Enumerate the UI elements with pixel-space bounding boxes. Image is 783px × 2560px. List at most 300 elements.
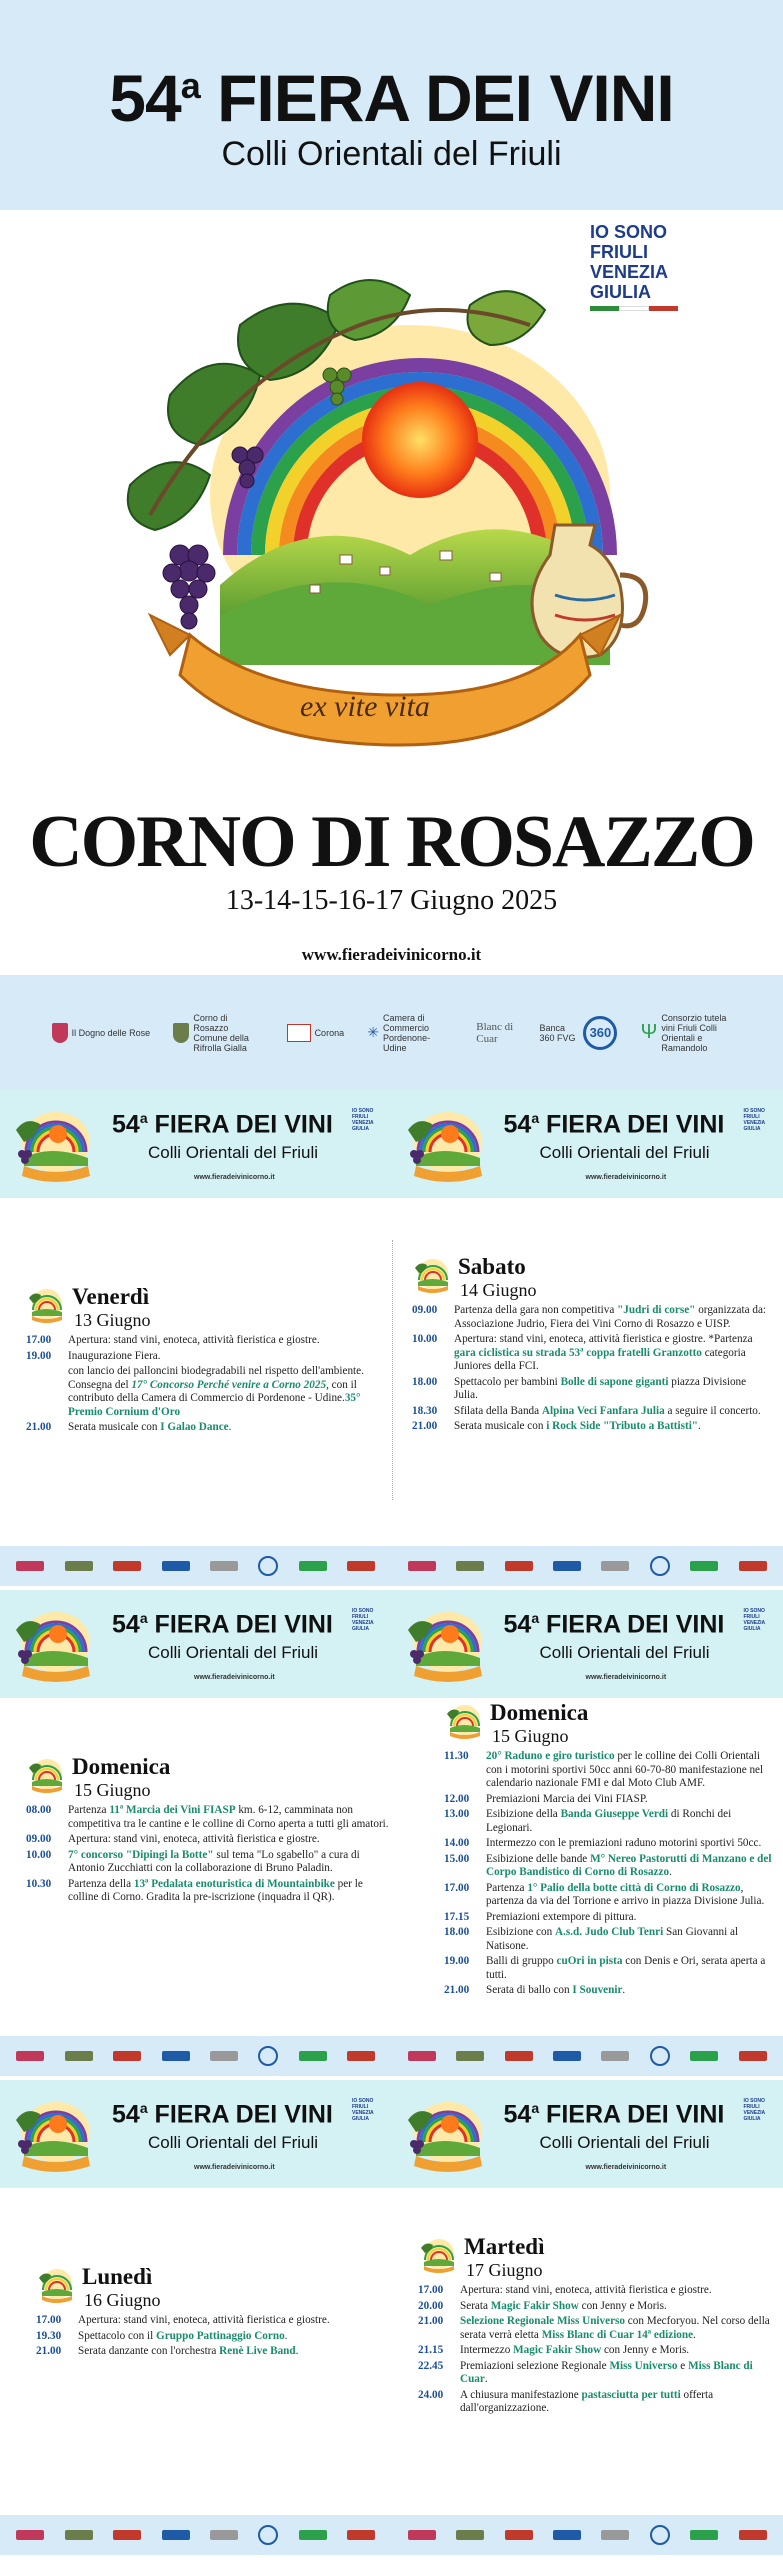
event-text — [68, 1365, 396, 1419]
event-plain: Esibizione con — [486, 1926, 555, 1938]
sponsor-mini-logo — [739, 1561, 767, 1571]
event-plain: Apertura: stand vini, enoteca, attività fieristica e giostre. — [68, 1334, 320, 1346]
mini-title: 54$^a$ FIERA DEI VINI — [112, 1610, 333, 1639]
day-name: Domenica — [490, 1700, 589, 1725]
event-plain: Spettacolo per bambini — [454, 1375, 561, 1388]
sponsor-mini-logo — [113, 1561, 141, 1571]
sponsor-mini-logo — [347, 1561, 375, 1571]
sponsor-mini-logo — [456, 1561, 484, 1571]
event-text — [486, 1808, 774, 1835]
mini-url[interactable]: www.fieradeivinicorno.it — [585, 1674, 667, 1681]
event-plain: Intermezzo — [460, 2344, 514, 2356]
sponsor-mini-logo — [16, 2530, 44, 2540]
sponsor-mini-logo — [553, 1561, 581, 1571]
event-row — [26, 1849, 396, 1876]
mini-url[interactable]: www.fieradeivinicorno.it — [194, 2164, 275, 2171]
sponsor-mini-logo — [553, 2051, 581, 2061]
mini-fair-logo — [10, 1102, 100, 1188]
logo-strip-half — [0, 2036, 392, 2076]
event-time: 10.00 — [26, 1848, 52, 1861]
event-text — [486, 1882, 774, 1909]
sponsor-mini-logo — [347, 2530, 375, 2540]
event-row — [26, 1365, 396, 1419]
event-plain: Premiazioni selezione Regionale — [460, 2359, 610, 2372]
event-row — [36, 2330, 396, 2344]
sponsor-mini-logo — [690, 2530, 718, 2540]
event-text — [68, 1804, 396, 1831]
event-plain: , partenza da via del Torrione e arrivo in piazza Divisione Julia. — [486, 1881, 765, 1907]
event-highlight: 7° concorso "Dipingi la Botte" — [68, 1848, 214, 1861]
edition-sup: a — [180, 65, 200, 106]
sponsor-label: Corona — [314, 1027, 345, 1038]
event-row — [418, 2315, 774, 2342]
event-row — [418, 2344, 774, 2358]
event-highlight: i Rock Side "Tributo a Battisti" — [546, 1420, 699, 1432]
event-highlight: Miss Blanc di Cuar — [460, 2359, 753, 2385]
event-time: 18.30 — [412, 1404, 438, 1417]
event-plain: organizzata da: Associazione Judrio, Fiera dei Vini Corno di Rosazzo e UISP. — [454, 1304, 767, 1330]
sponsor-mini-logo — [650, 2525, 670, 2545]
sponsor-banca — [539, 1016, 617, 1050]
sponsor-mini-logo — [258, 1556, 278, 1576]
event-text — [68, 1350, 396, 1364]
goblet-icon: Ψ — [640, 1021, 658, 1043]
event-plain: Premiazioni Marcia dei Vini FIASP. — [486, 1792, 648, 1805]
mini-banner-6 — [392, 2080, 783, 2188]
event-row — [444, 1750, 774, 1791]
event-row — [444, 1837, 774, 1851]
mini-banner-row-2 — [0, 1590, 783, 1698]
event-text — [486, 1984, 774, 1998]
event-plain: Spettacolo con il — [78, 2329, 156, 2342]
day-fair-icon — [36, 2266, 76, 2306]
event-plain: . — [622, 1984, 626, 1996]
event-dates: 13-14-15-16-17 Giugno 2025 — [225, 885, 558, 916]
day-date: 14 Giugno — [460, 1280, 537, 1300]
town-name: CORNO DI ROSAZZO — [29, 801, 754, 883]
event-plain: Premiazioni extempore di pittura. — [486, 1910, 637, 1923]
mini-subtitle: Colli Orientali del Friuli — [539, 1143, 710, 1162]
event-plain: Apertura: stand vini, enoteca, attività fieristica e giostre. — [78, 2314, 330, 2326]
sponsor-mini-logo — [258, 2046, 278, 2066]
day-date: 16 Giugno — [84, 2290, 161, 2310]
event-text — [454, 1376, 772, 1403]
sponsor-dogno — [52, 1023, 151, 1043]
event-row — [444, 1808, 774, 1835]
event-time: 20.00 — [418, 2299, 444, 2312]
sponsor-label: Camera di Commercio Pordenone-Udine — [383, 1012, 431, 1053]
event-text — [460, 2284, 774, 2298]
mini-url[interactable]: www.fieradeivinicorno.it — [585, 1174, 667, 1181]
event-time: 21.00 — [412, 1420, 438, 1432]
day-header — [36, 2260, 396, 2314]
sponsor-mini-logo — [408, 1561, 436, 1571]
event-plain: Balli di gruppo — [486, 1955, 557, 1967]
event-time — [26, 1365, 68, 1419]
event-highlight: I Souvenir — [572, 1984, 623, 1996]
day-date: 15 Giugno — [74, 1780, 151, 1800]
day-header — [26, 1750, 396, 1804]
edition-number: 54 — [109, 61, 181, 135]
event-plain: . — [484, 2373, 488, 2385]
event-plain: sul tema "Lo sgabello" a cura di Antonio Zucchiatti con la collaborazione di Bruno Paladin. — [68, 1848, 360, 1874]
event-row — [418, 2284, 774, 2298]
event-time: 12.00 — [444, 1792, 470, 1805]
event-row — [26, 1421, 396, 1435]
mini-banner-1 — [0, 1090, 392, 1198]
event-time: 19.00 — [444, 1955, 470, 1967]
mini-url[interactable]: www.fieradeivinicorno.it — [194, 1674, 275, 1681]
event-text — [486, 1793, 774, 1807]
website-link[interactable]: www.fieradeivinicorno.it — [301, 945, 482, 964]
mini-subtitle: Colli Orientali del Friuli — [148, 1643, 319, 1662]
sponsor-mini-logo — [456, 2051, 484, 2061]
event-highlight: Bolle di sapone giganti — [560, 1375, 669, 1388]
column-divider — [392, 1240, 393, 1500]
fvg-line-3: VENEZIA — [590, 262, 669, 282]
event-plain: . — [228, 1421, 232, 1433]
sponsor-mini-logo — [162, 2051, 190, 2061]
day-header — [412, 1250, 772, 1304]
event-row — [26, 1334, 396, 1348]
event-plain: con Mecforyou. Nel corso della serata verrà eletta — [460, 2315, 770, 2341]
event-row — [444, 1984, 774, 1998]
day-fair-icon — [444, 1702, 484, 1742]
sponsor-mini-logo — [299, 2051, 327, 2061]
sponsor-mini-logo — [505, 1561, 533, 1571]
event-time: 11.30 — [444, 1750, 469, 1762]
logo-strip-2 — [0, 2036, 783, 2076]
mini-title: 54$^a$ FIERA DEI VINI — [503, 2100, 725, 2129]
sponsor-mini-logo — [210, 1561, 238, 1571]
event-plain: categoria Juniores della FCI. — [454, 1346, 746, 1372]
event-plain: Serata musicale con — [68, 1421, 161, 1433]
sponsor-mini-logo — [347, 2051, 375, 2061]
event-plain: Apertura: stand vini, enoteca, attività fieristica e giostre. — [68, 1833, 320, 1845]
mini-fair-logo — [402, 2092, 492, 2178]
logo-strip-half — [0, 1546, 392, 1586]
event-row — [444, 1955, 774, 1982]
day-domenica-afternoon — [444, 1696, 774, 2000]
title-text: FIERA DEI VINI — [217, 61, 674, 135]
day-fair-icon — [26, 1756, 66, 1796]
event-row — [444, 1882, 774, 1909]
event-highlight: M° Nereo Pastorutti di Manzano e del Corpo Bandistico di Corno di Rosazzo — [486, 1852, 772, 1878]
event-text — [460, 2389, 774, 2416]
event-row — [26, 1878, 396, 1905]
event-time: 09.00 — [412, 1304, 438, 1316]
sponsor-mini-logo — [299, 1561, 327, 1571]
banca-360-icon: 360 — [583, 1016, 617, 1050]
event-text — [486, 1955, 774, 1982]
sponsor-mini-logo — [65, 1561, 93, 1571]
event-row — [444, 1911, 774, 1925]
event-time: 10.00 — [412, 1333, 438, 1345]
event-highlight: 11ª Marcia dei Vini FIASP — [109, 1804, 236, 1816]
rainbow-vine-illustration — [110, 255, 670, 755]
event-time: 09.00 — [26, 1833, 52, 1845]
poster-title — [0, 60, 783, 136]
event-text — [78, 2345, 396, 2359]
sponsor-mini-logo — [16, 1561, 44, 1571]
day-martedi — [418, 2230, 774, 2418]
event-time: 21.15 — [418, 2344, 444, 2356]
sponsor-mini-logo — [162, 1561, 190, 1571]
event-plain: e — [677, 2359, 689, 2372]
event-plain: con Denis e Ori, serata aperta a tutti. — [486, 1955, 766, 1981]
mini-title: 54$^a$ FIERA DEI VINI — [112, 2100, 333, 2129]
day-sabato — [412, 1250, 772, 1436]
sponsor-mini-logo — [739, 2530, 767, 2540]
event-plain: Esibizione delle bande — [486, 1852, 591, 1865]
day-fair-icon — [412, 1256, 452, 1296]
sponsor-mini-logo — [601, 2051, 629, 2061]
event-text — [68, 1334, 396, 1348]
event-time: 21.00 — [418, 2315, 444, 2327]
logo-strip-half — [0, 2515, 392, 2555]
event-plain: con Jenny e Moris. — [601, 2344, 690, 2356]
event-text — [486, 1853, 774, 1880]
event-highlight: I Galao Dance — [160, 1421, 229, 1433]
sponsor-corona — [287, 1024, 345, 1042]
mini-subtitle: Colli Orientali del Friuli — [148, 2133, 319, 2152]
mini-url[interactable]: www.fieradeivinicorno.it — [585, 2164, 667, 2171]
sponsor-label: Il Dogno delle Rose — [71, 1027, 151, 1038]
event-highlight: "Judri di corse" — [617, 1304, 696, 1316]
event-time: 17.15 — [444, 1910, 470, 1923]
crest-icon — [173, 1023, 189, 1043]
mini-fair-logo — [10, 2092, 100, 2178]
mini-fvg-logo: IO SONO FRIULI VENEZIA GIULIA — [743, 1608, 765, 1632]
sponsor-label: Blanc di Cuar — [476, 1020, 514, 1045]
event-plain: Inaugurazione Fiera. — [68, 1349, 161, 1362]
sponsor-mini-logo — [16, 2051, 44, 2061]
event-row — [412, 1405, 772, 1419]
event-row — [418, 2360, 774, 2387]
event-plain: Serata danzante con l'orchestra — [78, 2345, 220, 2357]
event-row — [418, 2389, 774, 2416]
event-plain: Partenza della gara non competitiva — [454, 1304, 618, 1316]
mini-banner-2 — [392, 1090, 783, 1198]
event-time: 15.00 — [444, 1852, 470, 1865]
sponsor-mini-logo — [456, 2530, 484, 2540]
mini-title: 54$^a$ FIERA DEI VINI — [112, 1110, 333, 1139]
fvg-line-2: FRIULI — [590, 242, 648, 262]
event-highlight: gara ciclistica su strada 53ª coppa fratelli Granzotto — [454, 1346, 702, 1359]
sponsor-mini-logo — [690, 1561, 718, 1571]
day-name: Domenica — [72, 1754, 171, 1779]
event-text — [486, 1837, 774, 1851]
event-plain: per le colline dei Colli Orientali con i motorini sportivi 50cc anni 60-70-80 manifestazione nel calendario nazionale FMI e dal Moto Club AMF. — [486, 1750, 764, 1789]
event-highlight: Magic Fakir Show — [513, 2344, 602, 2356]
star-icon: ✳ — [367, 1024, 380, 1040]
event-time: 19.30 — [36, 2329, 62, 2342]
event-row — [444, 1793, 774, 1807]
day-header — [418, 2230, 774, 2284]
mini-title: 54$^a$ FIERA DEI VINI — [503, 1610, 725, 1639]
event-row — [412, 1376, 772, 1403]
sponsor-mini-logo — [210, 2051, 238, 2061]
event-plain: di Ronchi dei Legionari. — [486, 1808, 732, 1834]
sponsor-comune — [173, 1013, 263, 1053]
mini-fair-logo — [10, 1602, 100, 1688]
event-time: 17.00 — [36, 2314, 62, 2326]
event-time: 10.30 — [26, 1877, 52, 1890]
sponsor-mini-logo — [505, 2051, 533, 2061]
day-header — [26, 1280, 396, 1334]
day-venerdi — [26, 1280, 396, 1437]
event-text — [486, 1926, 774, 1953]
corona-logo-icon — [287, 1024, 311, 1042]
event-plain: Serata — [460, 2299, 491, 2312]
mini-fair-logo — [402, 1102, 492, 1188]
sponsor-mini-logo — [553, 2530, 581, 2540]
event-plain: km. 6-12, camminata non competitiva tra le cantine e le colline di Corno aperta a tutti gli amatori. — [68, 1804, 389, 1830]
event-plain: Serata musicale con — [454, 1420, 547, 1432]
mini-fair-logo — [402, 1602, 492, 1688]
sponsor-blanc — [476, 1021, 516, 1045]
event-plain: con lancio dei palloncini biodegradabili nel rispetto dell'ambiente. Consegna del — [68, 1365, 364, 1391]
mini-banner-row-3 — [0, 2080, 783, 2188]
event-time: 08.00 — [26, 1804, 52, 1816]
event-plain: . — [669, 1866, 672, 1878]
logo-strip-half — [392, 2036, 783, 2076]
mini-fvg-logo: IO SONO FRIULI VENEZIA GIULIA — [743, 2098, 765, 2122]
sponsor-mini-logo — [258, 2525, 278, 2545]
day-lunedi — [36, 2260, 396, 2361]
event-text — [68, 1878, 396, 1905]
day-name: Venerdì — [72, 1284, 150, 1309]
sponsor-mini-logo — [601, 1561, 629, 1571]
mini-banner-5 — [0, 2080, 392, 2188]
mini-fvg-logo: IO SONO FRIULI VENEZIA GIULIA — [743, 1108, 765, 1132]
mini-url[interactable]: www.fieradeivinicorno.it — [194, 1174, 275, 1181]
sponsor-label: Banca 360 FVG — [539, 1022, 576, 1043]
event-highlight: Gruppo Pattinaggio Corno — [156, 2329, 285, 2342]
rose-icon — [52, 1023, 68, 1043]
event-text — [454, 1420, 772, 1434]
event-text — [460, 2300, 774, 2314]
event-row — [26, 1833, 396, 1847]
event-text — [68, 1833, 396, 1847]
event-row — [412, 1420, 772, 1434]
event-plain: San Giovanni al Natisone. — [486, 1926, 739, 1952]
event-plain: piazza Divisione Julia. — [454, 1375, 747, 1401]
event-highlight: Selezione Regionale Miss Universo — [460, 2315, 625, 2327]
event-row — [36, 2314, 396, 2328]
event-highlight: cuOri in pista — [556, 1955, 623, 1967]
event-time: 21.00 — [36, 2345, 62, 2357]
event-text — [460, 2344, 774, 2358]
sponsor-mini-logo — [299, 2530, 327, 2540]
event-row — [412, 1333, 772, 1374]
event-plain: Apertura: stand vini, enoteca, attività fieristica e giostre. — [460, 2284, 712, 2296]
event-text — [486, 1750, 774, 1791]
fvg-line-1: IO SONO — [590, 222, 668, 242]
mini-fvg-logo: IO SONO FRIULI VENEZIA GIULIA — [352, 1608, 374, 1632]
sponsor-mini-logo — [65, 2530, 93, 2540]
sponsor-mini-logo — [408, 2530, 436, 2540]
event-plain: Partenza — [68, 1804, 110, 1816]
event-highlight: 13ª Pedalata enoturistica di Mountainbike — [133, 1877, 335, 1890]
day-fair-icon — [26, 1286, 66, 1326]
event-plain: , con il contributo della Camera di Commercio di Pordenone - Udine. — [68, 1378, 357, 1404]
event-text — [454, 1405, 772, 1419]
event-plain: offerta dall'organizzazione. — [460, 2388, 714, 2414]
event-text — [68, 1849, 396, 1876]
poster-subtitle: Colli Orientali del Friuli — [221, 135, 562, 173]
day-name: Lunedì — [82, 2264, 153, 2289]
event-row — [412, 1304, 772, 1331]
sponsor-band — [0, 975, 783, 1090]
sponsor-mini-logo — [113, 2051, 141, 2061]
event-time: 14.00 — [444, 1837, 470, 1849]
fvg-line-4: GIULIA — [590, 282, 651, 302]
sponsor-mini-logo — [739, 2051, 767, 2061]
event-plain: Partenza — [486, 1881, 528, 1894]
event-plain: A chiusura manifestazione — [460, 2388, 582, 2401]
sponsor-label: Consorzio tutela vini Friuli Colli Orientali e Ramandolo — [661, 1012, 727, 1053]
event-plain: Intermezzo con le premiazioni raduno motorini sportivi 50cc. — [486, 1837, 762, 1849]
event-plain: . — [284, 2329, 288, 2342]
mini-banner-3 — [0, 1590, 392, 1698]
sponsor-consorzio — [641, 1013, 732, 1053]
sponsor-mini-logo — [690, 2051, 718, 2061]
event-time: 17.00 — [418, 2284, 444, 2296]
event-plain: con Jenny e Moris. — [578, 2299, 667, 2312]
event-time: 17.00 — [444, 1881, 470, 1894]
event-plain: a seguire il concerto. — [664, 1404, 761, 1417]
event-text — [68, 1421, 396, 1435]
event-time: 21.00 — [26, 1421, 52, 1433]
event-text — [460, 2315, 774, 2342]
mini-banner-row-1 — [0, 1090, 783, 1198]
event-text — [454, 1333, 772, 1374]
sponsor-mini-logo — [210, 2530, 238, 2540]
event-highlight: Alpina Veci Fanfara Julia — [541, 1404, 665, 1417]
event-time: 24.00 — [418, 2388, 444, 2401]
event-row — [418, 2300, 774, 2314]
event-time: 17.00 — [26, 1334, 52, 1346]
event-row — [26, 1804, 396, 1831]
sponsor-mini-logo — [601, 2530, 629, 2540]
event-plain: per le colline di Corno. Gradita la pre-iscrizione (inquadra il QR). — [68, 1877, 363, 1903]
mini-banner-4 — [392, 1590, 783, 1698]
event-highlight: Miss Universo — [609, 2359, 678, 2372]
day-header — [444, 1696, 774, 1750]
event-highlight: 1° Palio della botte città di Corno di Rosazzo — [527, 1881, 741, 1894]
day-fair-icon — [418, 2236, 458, 2276]
event-text — [460, 2360, 774, 2387]
event-plain: Partenza della — [68, 1877, 134, 1890]
event-time: 21.00 — [444, 1984, 470, 1996]
event-row — [444, 1853, 774, 1880]
day-date: 15 Giugno — [492, 1726, 569, 1746]
event-plain: Sfilata della Banda — [454, 1404, 542, 1417]
event-text — [78, 2314, 396, 2328]
event-highlight: Miss Blanc di Cuar 14ª edizione — [541, 2328, 694, 2341]
sponsor-mini-logo — [65, 2051, 93, 2061]
event-plain: Esibizione della — [486, 1808, 561, 1820]
mini-subtitle: Colli Orientali del Friuli — [539, 2133, 710, 2152]
event-text — [78, 2330, 396, 2344]
event-text — [454, 1304, 772, 1331]
logo-strip-3 — [0, 2515, 783, 2555]
sponsor-label: Corno di Rosazzo Comune della Rifrolla Gialla — [193, 1012, 249, 1053]
event-highlight: 20° Raduno e giro turistico — [486, 1750, 615, 1762]
event-text — [486, 1911, 774, 1925]
event-time: 18.00 — [412, 1375, 438, 1388]
